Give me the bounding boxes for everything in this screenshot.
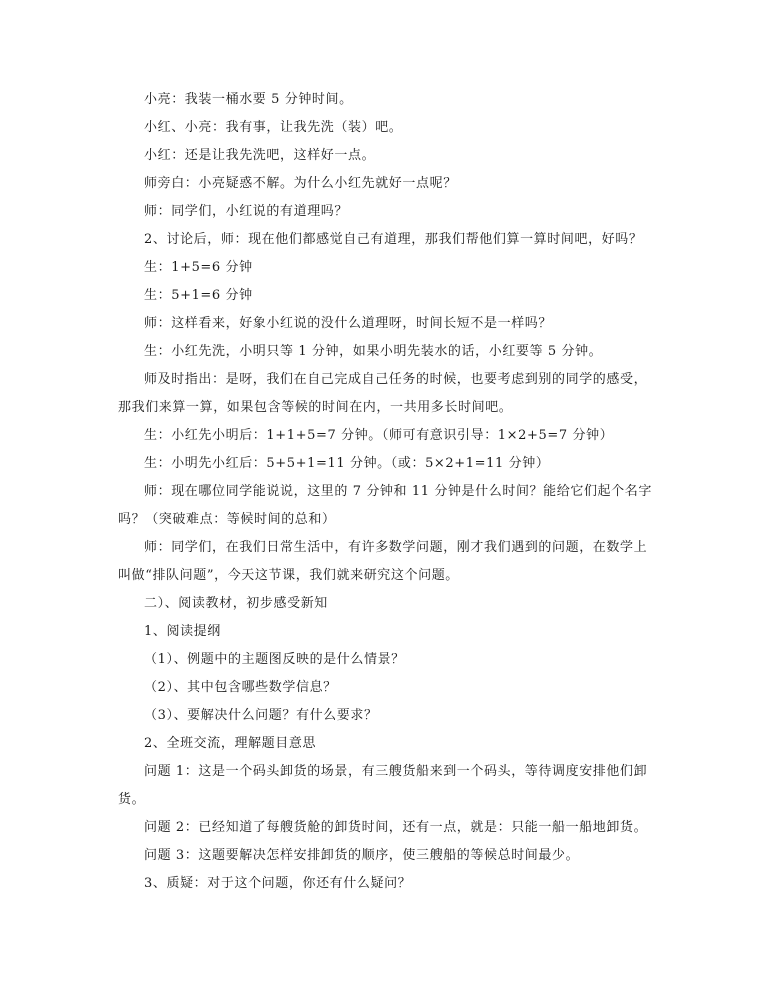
text-line: 小红、小亮：我有事，让我先洗（装）吧。	[144, 120, 403, 135]
text-line: 小亮：我装一桶水要 5 分钟时间。	[144, 92, 353, 107]
text-line: 生：5+1=6 分钟	[144, 288, 253, 303]
paragraph	[118, 338, 658, 366]
text-line: 吗？（突破难点：等候时间的总和）	[118, 512, 336, 527]
paragraph	[118, 254, 658, 282]
text-line: 问题 1：这是一个码头卸货的场景，有三艘货船来到一个码头，等待调度安排他们卸	[144, 764, 648, 779]
text-line: 小红：还是让我先洗吧，这样好一点。	[144, 148, 376, 163]
paragraph	[118, 674, 658, 702]
text-line: 3、质疑：对于这个问题，你还有什么疑问？	[144, 876, 412, 891]
text-line: （3）、要解决什么问题？有什么要求？	[144, 708, 378, 723]
text-line: 2、讨论后，师：现在他们都感觉自己有道理，那我们帮他们算一算时间吧，好吗？	[144, 232, 643, 247]
paragraph	[118, 870, 658, 898]
text-line: 叫做“排队问题”，今天这节课，我们就来研究这个问题。	[118, 568, 459, 583]
section-heading	[118, 590, 658, 618]
text-line: 问题 2：已经知道了每艘货舱的卸货时间，还有一点，就是：只能一船一船地卸货。	[144, 820, 648, 835]
text-line: 师及时指出：是呀，我们在自己完成自己任务的时候，也要考虑到别的同学的感受，	[144, 372, 648, 387]
paragraph	[118, 450, 658, 478]
paragraph	[118, 702, 658, 730]
text-line: 生：小明先小红后：5+5+1=11 分钟。（或：5×2+1=11 分钟）	[144, 456, 550, 471]
text-line: 二）、阅读教材，初步感受新知	[144, 596, 328, 611]
paragraph	[118, 758, 658, 814]
text-line: 师：同学们，小红说的有道理吗？	[144, 204, 349, 219]
text-line: 问题 3：这题要解决怎样安排卸货的顺序，使三艘船的等候总时间最少。	[144, 848, 580, 863]
text-line: 生：1+5=6 分钟	[144, 260, 253, 275]
text-line: 1、阅读提纲	[144, 624, 221, 639]
paragraph	[118, 814, 658, 842]
paragraph	[118, 226, 658, 254]
paragraph	[118, 310, 658, 338]
paragraph	[118, 422, 658, 450]
paragraph	[118, 142, 658, 170]
text-line: 师：同学们，在我们日常生活中，有许多数学问题，刚才我们遇到的问题，在数学上	[144, 540, 648, 555]
paragraph	[118, 534, 658, 590]
text-line: 那我们来算一算，如果包含等候的时间在内，一共用多长时间吧。	[118, 400, 513, 415]
paragraph	[118, 198, 658, 226]
text-line: 师：现在哪位同学能说说，这里的 7 分钟和 11 分钟是什么时间？能给它们起个名字	[144, 484, 652, 499]
text-line: 生：小红先小明后：1+1+5=7 分钟。（师可有意识引导：1×2+5=7 分钟）	[144, 428, 614, 443]
text-line: 2、全班交流，理解题目意思	[144, 736, 317, 751]
paragraph	[118, 282, 658, 310]
paragraph	[118, 114, 658, 142]
paragraph	[118, 618, 658, 646]
text-line: 生：小红先洗，小明只等 1 分钟，如果小明先装水的话，小红要等 5 分钟。	[144, 344, 603, 359]
text-line: 师旁白：小亮疑惑不解。为什么小红先就好一点呢？	[144, 176, 457, 191]
paragraph	[118, 646, 658, 674]
paragraph	[118, 366, 658, 422]
paragraph	[118, 478, 658, 534]
text-line: 货。	[118, 792, 146, 807]
paragraph	[118, 86, 658, 114]
text-line: 师：这样看来，好象小红说的没什么道理呀，时间长短不是一样吗？	[144, 316, 553, 331]
text-line: （1）、例题中的主题图反映的是什么情景？	[144, 652, 405, 667]
text-line: （2）、其中包含哪些数学信息？	[144, 680, 337, 695]
paragraph	[118, 730, 658, 758]
paragraph	[118, 842, 658, 870]
paragraph	[118, 170, 658, 198]
